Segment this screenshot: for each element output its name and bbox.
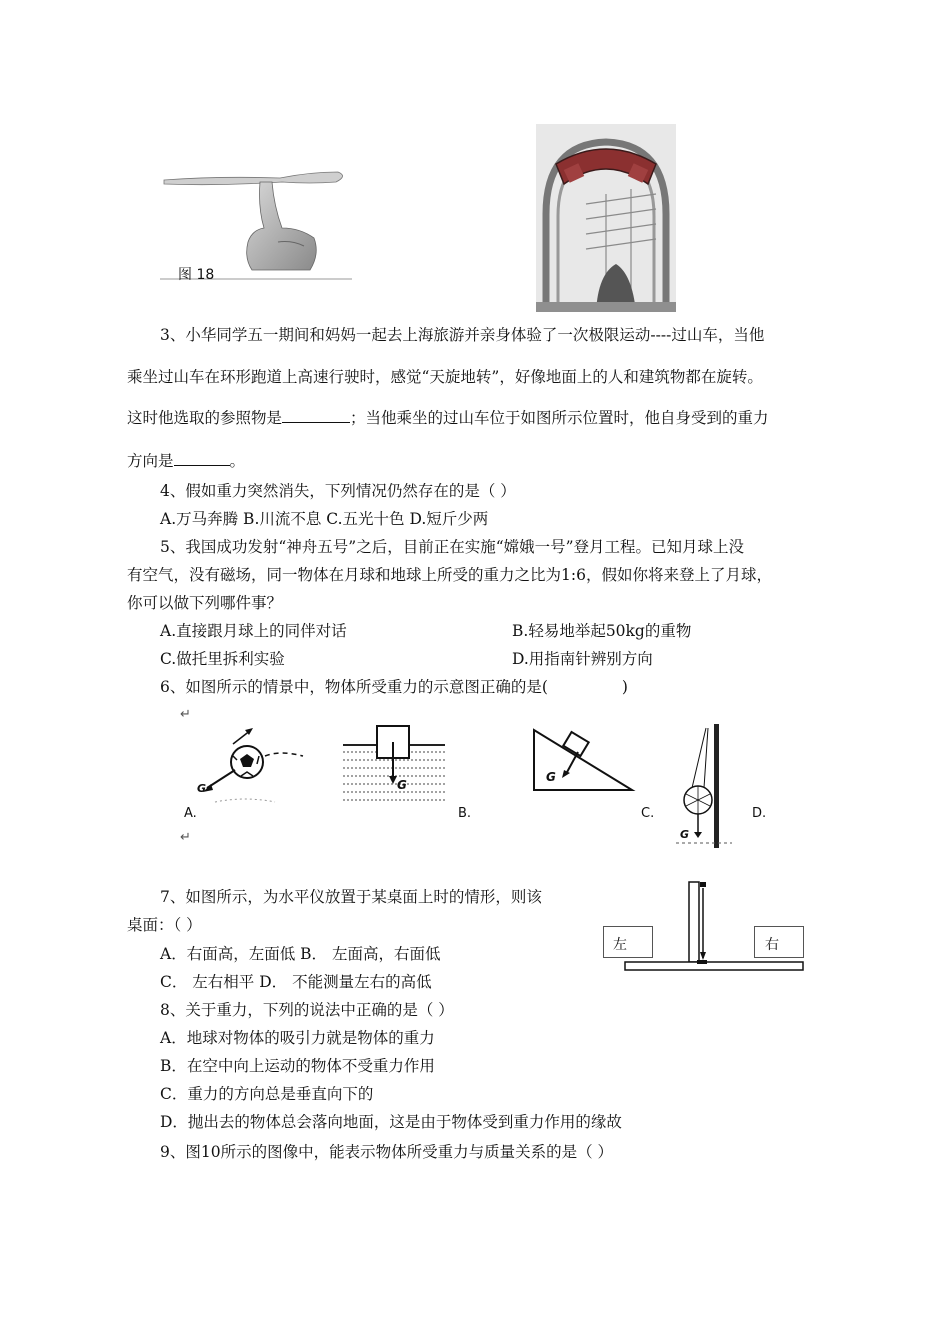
q8-option-d: D．抛出去的物体总会落向地面，这是由于物体受到重力作用的缘故 bbox=[160, 1113, 622, 1131]
q6-return-mark-top: ↵ bbox=[180, 707, 191, 722]
q8-option-c: C．重力的方向总是垂直向下的 bbox=[160, 1085, 374, 1103]
q6-label-d: D. bbox=[752, 806, 767, 821]
q7-right-label-box bbox=[754, 926, 804, 958]
q6-figure-b-gravity-label: G bbox=[397, 778, 407, 792]
q3-line-4b: 。 bbox=[229, 452, 246, 470]
figure-18-spoon bbox=[160, 158, 352, 282]
q3-line-3b: ；当他乘坐的过山车位于如图所示位置时，他自身受到的重力 bbox=[350, 409, 769, 427]
q6-figure-d bbox=[676, 724, 732, 848]
q7-right-label: 右 bbox=[765, 937, 779, 953]
q7-option-line-1: A．右面高，左面低 B． 左面高，右面低 bbox=[160, 945, 441, 963]
q4-stem: 4、假如重力突然消失，下列情况仍然存在的是（ ） bbox=[160, 482, 516, 500]
q3-line-1: 3、小华同学五一期间和妈妈一起去上海旅游并亲身体验了一次极限运动----过山车，当他 bbox=[160, 326, 765, 344]
q7-left-label-box bbox=[603, 926, 653, 958]
soccer-ball-diagram bbox=[195, 720, 305, 805]
q6-label-c: C. bbox=[641, 806, 655, 821]
q7-line-1: 7、如图所示，为水平仪放置于某桌面上时的情形，则该 bbox=[160, 888, 542, 906]
q7-line-2: 桌面：（ ） bbox=[127, 916, 202, 934]
q3-line-3 bbox=[127, 406, 769, 428]
figure-18-caption: 图 18 bbox=[178, 267, 215, 283]
q5-option-b: B.轻易地举起50kg的重物 bbox=[512, 622, 692, 640]
q8-stem: 8、关于重力，下列的说法中正确的是（ ） bbox=[160, 1001, 454, 1019]
q6-stem-end: ) bbox=[621, 678, 628, 696]
q6-figure-d-gravity-label: G bbox=[680, 828, 690, 841]
q7-option-line-2: C． 左右相平 D． 不能测量左右的高低 bbox=[160, 973, 432, 991]
q5-option-c: C.做托里拆利实验 bbox=[160, 650, 285, 668]
floating-block-diagram bbox=[343, 722, 445, 802]
q8-option-b: B．在空中向上运动的物体不受重力作用 bbox=[160, 1057, 435, 1075]
q5-option-a: A.直接跟月球上的同伴对话 bbox=[160, 622, 347, 640]
q6-figure-c bbox=[532, 728, 636, 794]
q5-option-d: D.用指南针辨别方向 bbox=[512, 650, 653, 668]
incline-block-diagram bbox=[532, 728, 636, 794]
q3-blank-gravity-direction[interactable] bbox=[174, 450, 230, 467]
q6-figure-b bbox=[343, 722, 445, 802]
q6-figure-a bbox=[195, 720, 305, 805]
q3-blank-reference[interactable] bbox=[282, 407, 350, 424]
q6-figure-c-gravity-label: G bbox=[546, 770, 556, 784]
q6-figure-a-gravity-label: G bbox=[197, 782, 207, 795]
q6-label-a: A. bbox=[184, 806, 197, 821]
q6-stem bbox=[160, 675, 628, 697]
q3-line-4 bbox=[127, 449, 245, 471]
q4-options: A.万马奔腾 B.川流不息 C.五光十色 D.短斤少两 bbox=[160, 510, 489, 528]
q6-return-mark-bottom: ↵ bbox=[180, 830, 191, 845]
roller-coaster-photo bbox=[536, 124, 676, 312]
roller-coaster-loop-illustration bbox=[536, 124, 676, 312]
q8-option-a: A．地球对物体的吸引力就是物体的重力 bbox=[160, 1029, 435, 1047]
q3-line-4a: 方向是 bbox=[127, 452, 174, 470]
q3-line-2: 乘坐过山车在环形跑道上高速行驶时，感觉“天旋地转”，好像地面上的人和建筑物都在旋转。 bbox=[127, 368, 763, 386]
q5-line-3: 你可以做下列哪件事？ bbox=[127, 594, 283, 612]
q5-line-1: 5、我国成功发射“神舟五号”之后，目前正在实施“嫦娥一号”登月工程。已知月球上没 bbox=[160, 538, 745, 556]
q6-stem-text: 6、如图所示的情景中，物体所受重力的示意图正确的是( bbox=[160, 678, 548, 696]
q7-left-label: 左 bbox=[613, 937, 627, 953]
q9-stem: 9、图10所示的图像中，能表示物体所受重力与质量关系的是（ ） bbox=[160, 1143, 614, 1161]
q6-label-b: B. bbox=[458, 806, 472, 821]
q7-level-figure bbox=[603, 880, 808, 975]
q3-line-3a: 这时他选取的参照物是 bbox=[127, 409, 283, 427]
q5-line-2: 有空气，没有磁场，同一物体在月球和地球上所受的重力之比为1:6，假如你将来登上了月球， bbox=[127, 566, 772, 584]
